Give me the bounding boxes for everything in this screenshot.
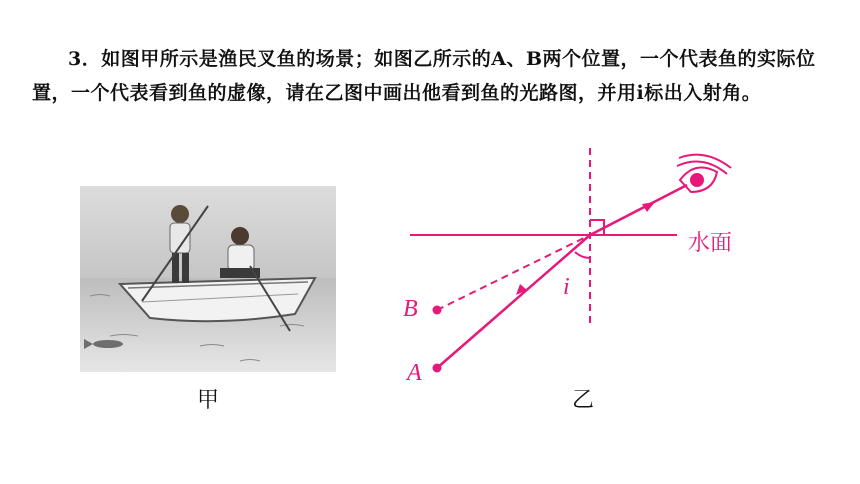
label-b: B xyxy=(403,296,418,322)
eye-icon xyxy=(677,155,731,192)
incidence-angle-arc xyxy=(575,252,590,258)
water-surface-label: 水面 xyxy=(688,231,733,256)
question-body: 如图甲所示是渔民叉鱼的场景；如图乙所示的A、B两个位置，一个代表鱼的实际位置，一个代表看到鱼的虚像，请在乙图中画出他看到鱼的光路图，并用i标出入射角。 xyxy=(32,48,816,104)
question-text xyxy=(32,42,832,110)
label-a: A xyxy=(407,360,422,386)
refracted-arrow xyxy=(642,202,655,212)
point-a xyxy=(433,364,442,373)
figure-yi-caption: 乙 xyxy=(572,388,595,413)
refracted-ray xyxy=(590,185,687,235)
label-i: i xyxy=(563,274,570,300)
light-path-diagram xyxy=(395,140,795,390)
point-b xyxy=(433,306,442,315)
figure-jia-caption: 甲 xyxy=(197,388,220,413)
question-number: 3． xyxy=(68,48,102,70)
fishing-scene-image xyxy=(80,186,336,372)
incident-ray xyxy=(437,235,590,368)
fishing-scene-drawing xyxy=(80,186,336,372)
